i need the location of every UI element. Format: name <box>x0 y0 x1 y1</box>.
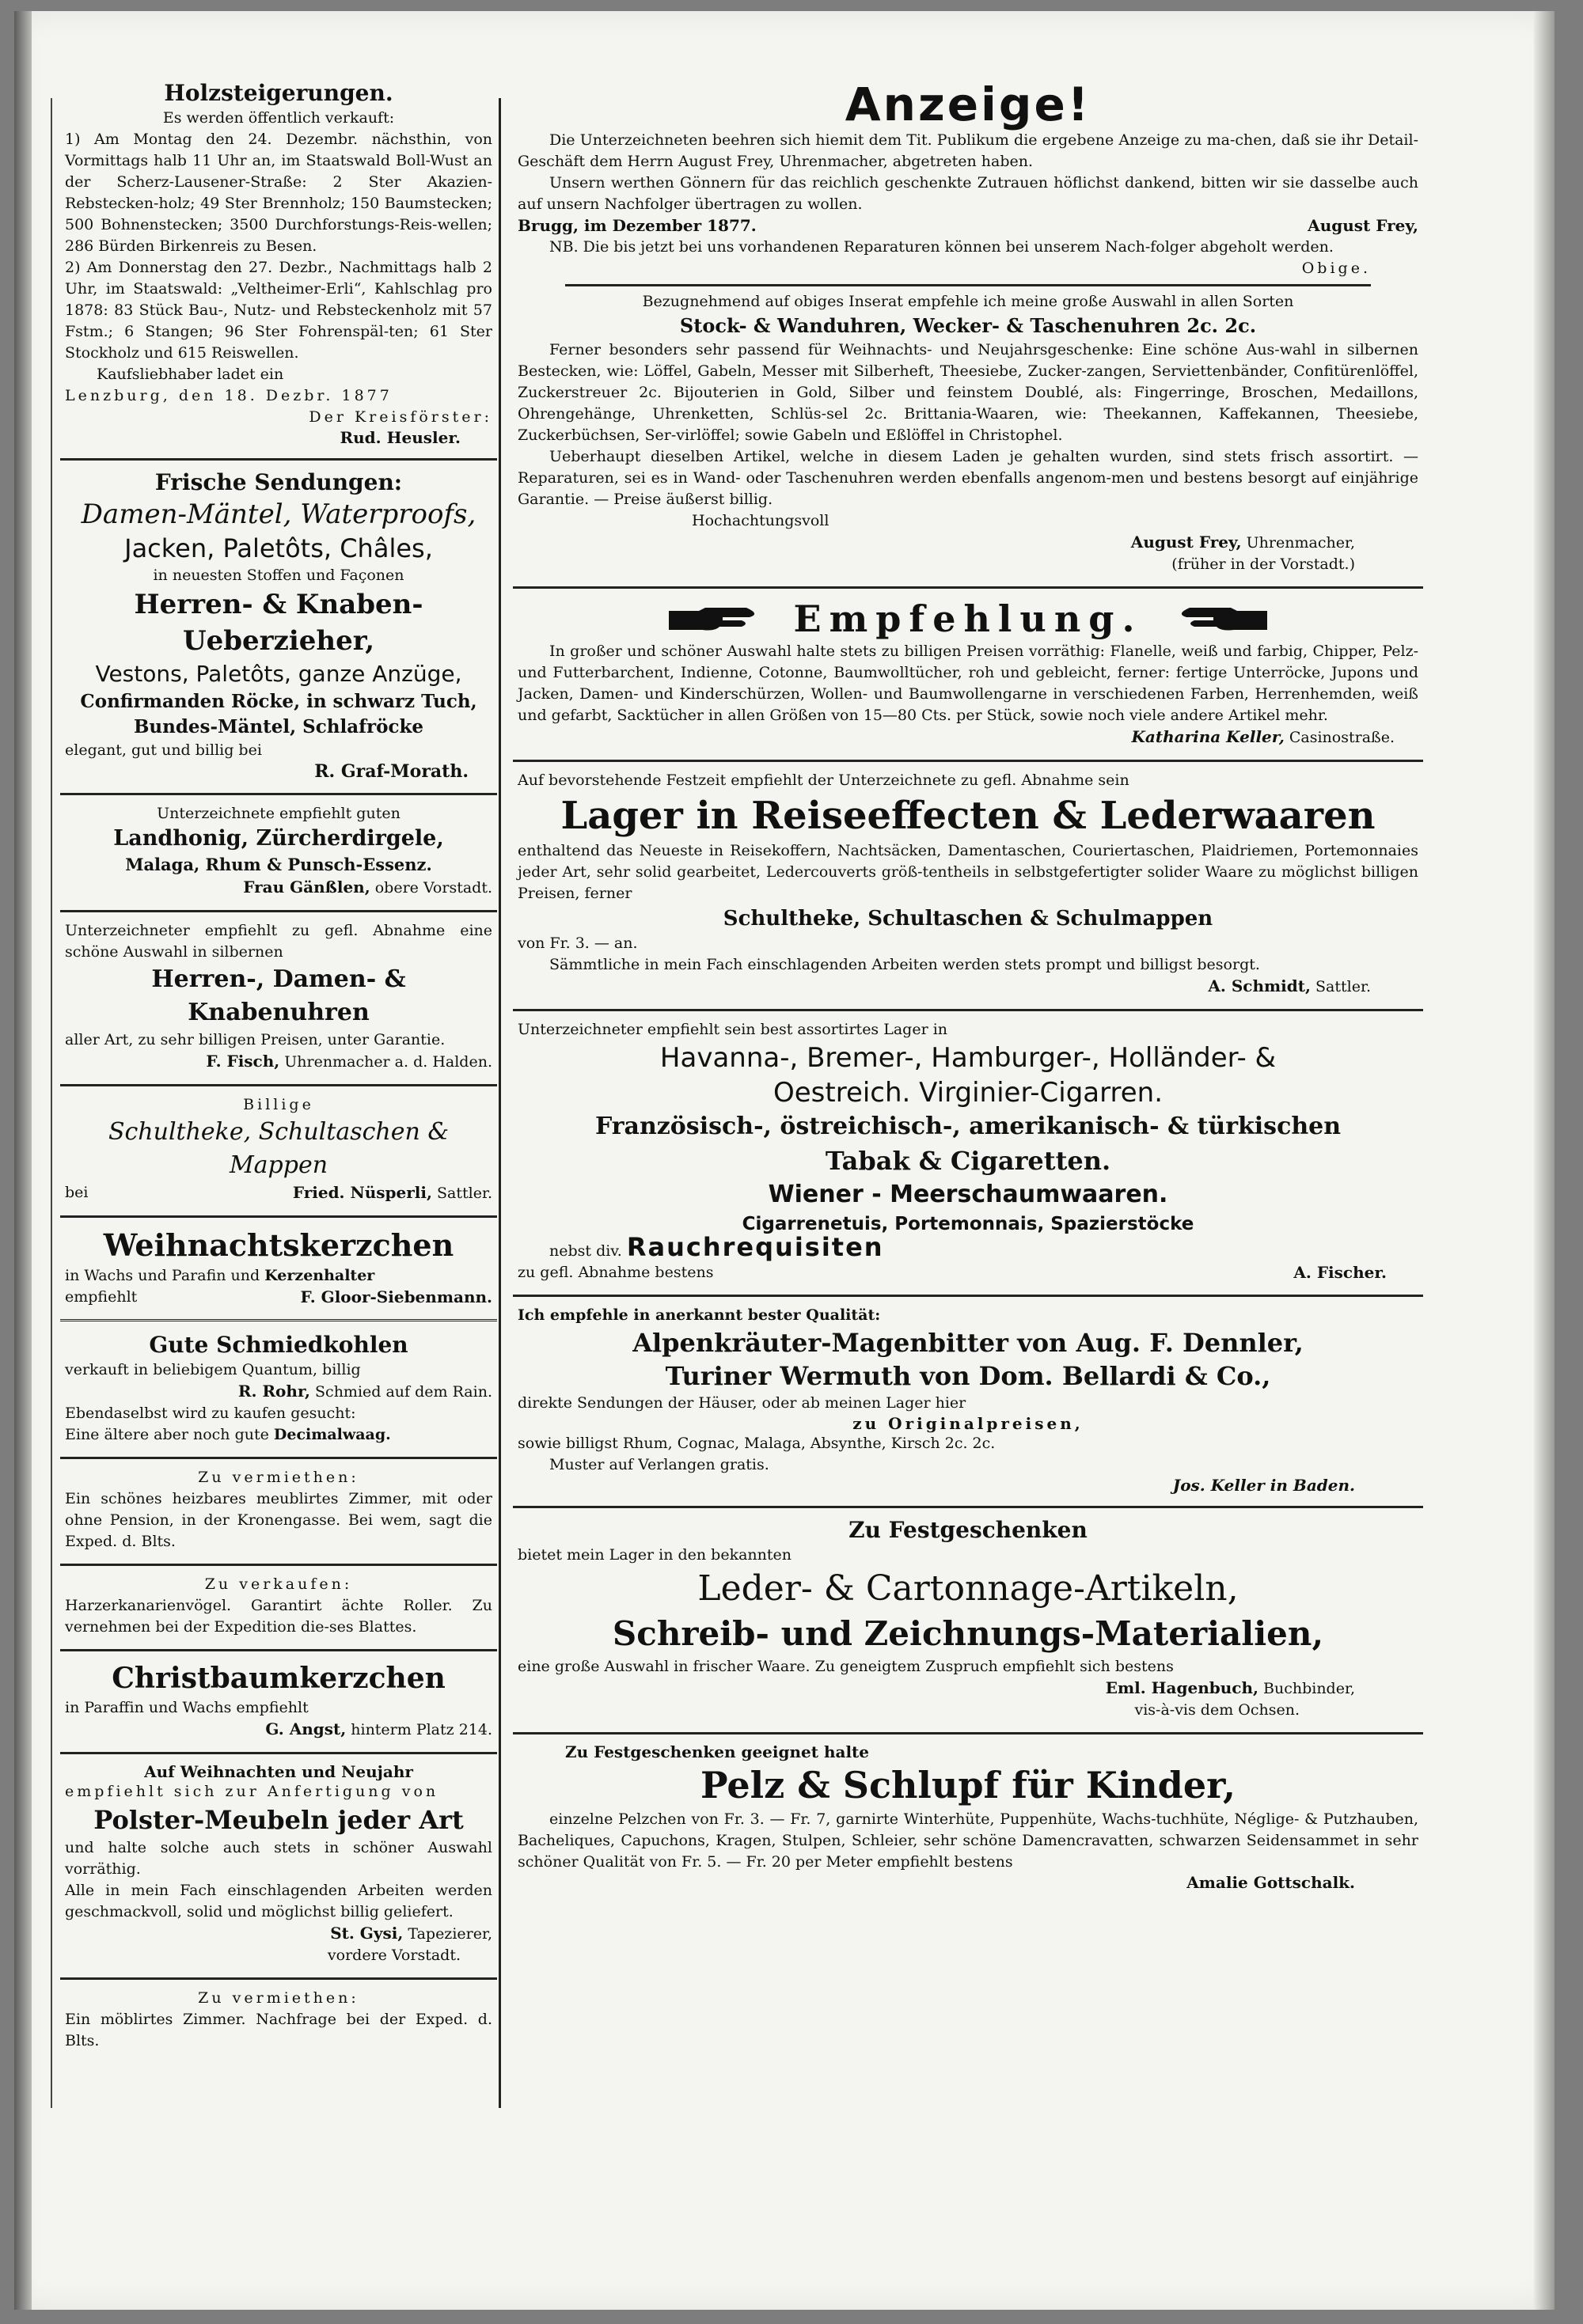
pointing-hand-right-icon <box>667 605 762 633</box>
ad-line: Cigarrenetuis, Portemonnais, Spazierstöcke <box>742 1214 1194 1234</box>
ad-line-emphasis: Kerzenhalter <box>264 1267 375 1284</box>
ad-paragraph: Unsern werthen Gönnern für das reichlich geschenkte Zutrauen höflichst dankend, bitten wir sie dasselbe auch auf unsern Nachfolger übertragen zu wollen. <box>518 174 1418 213</box>
ad-line <box>518 1232 1418 1262</box>
ad-line: direkte Sendungen der Häuser, oder ab meinen Lager hier <box>518 1394 966 1412</box>
ad-separator <box>513 1009 1423 1011</box>
ad-signature: Fried. Nüsperli, <box>292 1183 432 1202</box>
ad-signature-row <box>65 1381 492 1403</box>
ad-paragraph: In großer und schöner Auswahl halte stets zu billigen Preisen vorräthig: Flanelle, weiß und farbig, Chipper, Pelz- und Futterbarchent, Indienne, Cotonne, Baumwolltücher, roh und gebleicht, ferner: fertige Unterröcke, Jupons und Jacken, Damen- und Kinderschürzen, Wollen- und Baumwollengarne in verschiedenen Farben, Herrenhemden, weiß und gefarbt, Sacktücher in allen Größen von 15—80 Cts. per Stück, sowie noch viele andere Artikel mehr. <box>518 643 1418 724</box>
ad-separator <box>513 586 1423 589</box>
ad-signature: Jos. Keller in Baden. <box>1172 1476 1355 1495</box>
ad-separator <box>60 1319 497 1323</box>
ad-signature-detail: obere Vorstadt. <box>374 879 492 897</box>
ad-reiseeffecten <box>513 765 1423 1006</box>
ad-paragraph: Ein möblirtes Zimmer. Nachfrage bei der Exped. d. Blts. <box>65 2011 492 2049</box>
ad-title: Zu verkaufen: <box>204 1575 353 1593</box>
ad-title: Lager in Reiseeffecten & Lederwaaren <box>560 794 1376 838</box>
ad-signature: F. Gloor-Siebenmann. <box>300 1287 492 1306</box>
ad-line: Polster-Meubeln jeder Art <box>93 1805 464 1835</box>
ad-line: Wiener - Meerschaumwaaren. <box>768 1181 1168 1208</box>
ad-signature-detail: Sattler. <box>1315 978 1371 995</box>
ad-intro: Es werden öffentlich verkauft: <box>162 109 395 127</box>
ad-title-row <box>518 597 1418 641</box>
ad-line: Damen-Mäntel, Waterproofs, <box>81 499 476 530</box>
ad-line: Billige <box>243 1096 314 1113</box>
ad-signature-row <box>518 1262 1418 1283</box>
left-column-rule <box>51 98 52 2108</box>
ad-paragraph: Kaufsliebhaber ladet ein <box>97 366 284 383</box>
ad-separator <box>60 1649 497 1651</box>
ad-line: in Paraffin und Wachs empfiehlt <box>65 1699 309 1716</box>
ad-signature-detail: Buchbinder, <box>1263 1680 1355 1697</box>
ad-signature-detail: Sattler. <box>437 1185 492 1202</box>
ad-signature: August Frey, <box>1308 216 1418 235</box>
ad-line: aller Art, zu sehr billigen Preisen, unter Garantie. <box>65 1031 446 1048</box>
ad-paragraph: Harzerkanarienvögel. Garantirt ächte Roller. Zu vernehmen bei der Expedition die-ses Blattes. <box>65 1597 492 1636</box>
ad-line <box>65 1265 492 1287</box>
ad-signature: R. Graf-Morath. <box>314 761 469 782</box>
ad-line: Auf bevorstehende Festzeit empfiehlt der Unterzeichnete zu gefl. Abnahme sein <box>518 772 1129 789</box>
ad-line: Havanna-, Bremer-, Hamburger-, Holländer- & <box>659 1042 1277 1074</box>
ad-signature-row <box>65 1182 492 1204</box>
ad-line: Unterzeichnete empfiehlt guten <box>157 805 400 822</box>
ad-signature-detail: Uhrenmacher, <box>1246 534 1355 552</box>
ad-zu-verkaufen <box>60 1569 497 1646</box>
ad-signature: R. Rohr, <box>237 1382 310 1401</box>
ad-signature-detail: hinterm Platz 214. <box>351 1721 492 1738</box>
ad-signature-detail: vis-à-vis dem Ochsen. <box>1134 1701 1300 1719</box>
ad-title: Pelz & Schlupf für Kinder, <box>700 1764 1236 1807</box>
ad-title: Holzsteigerungen. <box>164 80 393 106</box>
ad-line: Französisch-, östreichisch-, amerikanisch- & türkischen <box>594 1113 1342 1140</box>
ad-title: Frische Sendungen: <box>154 469 403 495</box>
ad-line: elegant, gut und billig bei <box>65 741 262 759</box>
ad-line: Jacken, Paletôts, Châles, <box>124 533 433 563</box>
ad-signature-detail: Tapezierer, <box>408 1925 492 1943</box>
ad-holzsteigerungen <box>60 74 497 455</box>
ad-paragraph: Alle in mein Fach einschlagenden Arbeiten werden geschmackvoll, solid und möglichst billig geliefert. <box>65 1882 492 1920</box>
ad-separator <box>513 1506 1423 1508</box>
ad-separator <box>60 1977 497 1980</box>
ad-festgeschenken-hagenbuch <box>513 1511 1423 1729</box>
ad-separator <box>60 1457 497 1459</box>
ad-title: Zu vermiethen: <box>198 1989 359 2007</box>
ad-line: empfiehlt sich zur Anfertigung von <box>65 1783 439 1800</box>
ad-signature-detail: Schmied auf dem Rain. <box>315 1383 492 1401</box>
ad-title: Empfehlung. <box>793 597 1143 640</box>
pointing-hand-left-icon <box>1174 605 1269 633</box>
ad-signature-row <box>518 215 1418 237</box>
center-column-rule <box>499 98 501 2108</box>
ad-title: Anzeige! <box>845 78 1091 131</box>
ad-signature: A. Fischer. <box>1293 1263 1387 1282</box>
ad-line: Herren- & Knaben-Ueberzieher, <box>134 589 423 657</box>
ad-line: Stock- & Wanduhren, Wecker- & Taschenuhren 2c. 2c. <box>679 314 1257 337</box>
ad-empfehlung-keller <box>513 592 1423 756</box>
ad-anzeige-degen <box>513 74 1423 583</box>
ad-signature: Katharina Keller, <box>1131 727 1285 746</box>
ad-paragraph: enthaltend das Neueste in Reisekoffern, Nachtsäcken, Damentaschen, Couriertaschen, Plaidriemen, Portemonnaies jeder Art, sehr solid gearbeitet, Ledercouverts größ-tentheils in selbstgefertigter solider Waare zu möglichst billigen Preisen, ferner <box>518 842 1418 902</box>
ad-signature-row <box>65 1719 492 1741</box>
ad-line: Ebendaselbst wird zu kaufen gesucht: <box>65 1405 356 1422</box>
ad-line: in neuesten Stoffen und Façonen <box>153 567 404 584</box>
ad-signature-row <box>518 532 1418 554</box>
ad-signature-detail: Casinostraße. <box>1289 729 1395 746</box>
ad-signature: Eml. Hagenbuch, <box>1105 1678 1258 1697</box>
ad-paragraph: Ueberhaupt dieselben Artikel, welche in diesem Laden je gehalten wurden, sind stets frisch assortirt. — Reparaturen, sei es in Wand- oder Taschenuhren werden ebenfalls angenom-men und bestens besorgt auf einjährige Garantie. — Preise äußerst billig. <box>518 448 1418 508</box>
ad-christbaumkerzchen <box>60 1655 497 1749</box>
ad-signature-row <box>518 1678 1418 1700</box>
ad-line: Landhonig, Zürcherdirgele, <box>113 826 444 851</box>
ad-weihnachtskerzchen <box>60 1221 497 1316</box>
ad-paragraph: Ferner besonders sehr passend für Weihnachts- und Neujahrsgeschenke: Eine schöne Aus-wahl in silbernen Bestecken, wie: Löffel, Gabeln, Messer mit Silberheft, Theesiebe, Zucker-zangen, Serviettenbänder, Confitürenlöffel, Zuckerstreuer 2c. Bijouterien in Gold, Silber und feinstem Doublé, als: Fingerringe, Broschen, Medaillons, Ohrengehänge, Uhrenketten, Schlüs-sel 2c. Brittania-Waaren, wie: Theekannen, Kaffekannen, Theesiebe, Zuckerbüchsen, Ser-virlöffel; sowie Gabeln und Eßlöffel in Christophel. <box>518 341 1418 444</box>
ad-line: zu gefl. Abnahme bestens <box>518 1264 714 1281</box>
ad-title: Christbaumkerzchen <box>112 1662 446 1695</box>
ad-paragraph: Ein schönes heizbares meublirtes Zimmer, mit oder ohne Pension, in der Kronengasse. Bei wem, sagt die Exped. d. Blts. <box>65 1490 492 1550</box>
ad-signature-row <box>65 1287 492 1308</box>
ad-paragraph: Die Unterzeichneten beehren sich hiemit dem Tit. Publikum die ergebene Anzeige zu ma-chen, daß sie ihr Detail-Geschäft dem Herrn August Frey, Uhrenmacher, abgetreten haben. <box>518 131 1418 170</box>
right-column <box>513 74 1423 1900</box>
page-binding-shadow <box>14 11 32 2310</box>
ad-line: Schreib- und Zeichnungs-Materialien, <box>612 1614 1324 1653</box>
ad-signature: St. Gysi, <box>330 1924 404 1943</box>
ad-signature: August Frey, <box>1130 533 1242 552</box>
ad-title: Weihnachtskerzchen <box>103 1227 454 1263</box>
ad-signature-row <box>65 1923 492 1945</box>
page-right-edge <box>1534 11 1555 2310</box>
ad-line: zu Originalpreisen, <box>852 1414 1084 1433</box>
ad-signature-detail: vordere Vorstadt. <box>327 1947 461 1964</box>
ad-line: Unterzeichneter empfiehlt sein best assortirtes Lager in <box>518 1021 948 1038</box>
ad-line: Zu Festgeschenken geeignet halte <box>565 1742 870 1761</box>
ad-cigarren-fischer <box>513 1014 1423 1291</box>
ad-separator <box>513 760 1423 762</box>
ad-paragraph: Sämmtliche in mein Fach einschlagenden Arbeiten werden stets prompt und billigst besorgt. <box>549 956 1260 973</box>
ad-signature: G. Angst, <box>265 1719 347 1738</box>
ad-place-date: Lenzburg, den 18. Dezbr. 1877 <box>65 387 393 404</box>
ad-separator <box>60 793 497 795</box>
ad-place-date: Brugg, im Dezember 1877. <box>518 216 757 235</box>
ad-paragraph: NB. Die bis jetzt bei uns vorhandenen Reparaturen können bei unserem Nach-folger abgeholt werden. <box>549 238 1334 256</box>
ad-signature: Rud. Heusler. <box>340 428 461 447</box>
ad-signature-row <box>65 1051 492 1073</box>
ad-landhonig <box>60 798 497 907</box>
ad-line: Schultheke, Schultaschen & Schulmappen <box>723 907 1213 931</box>
ad-separator <box>60 1215 497 1218</box>
ad-line: verkauft in beliebigem Quantum, billig <box>65 1361 361 1378</box>
ad-greeting: Hochachtungsvoll <box>692 512 829 529</box>
ad-uhren <box>60 916 497 1081</box>
ad-signature-row <box>518 726 1418 749</box>
ad-line-text: nebst div. <box>549 1242 622 1260</box>
ad-title: Zu vermiethen: <box>198 1469 359 1486</box>
ad-frische-sendungen <box>60 464 497 790</box>
ad-paragraph: Bezugnehmend auf obiges Inserat empfehle ich meine große Auswahl in allen Sorten <box>642 293 1294 310</box>
ad-separator <box>60 1752 497 1754</box>
ad-line <box>65 1424 492 1446</box>
ad-paragraph: 2) Am Donnerstag den 27. Dezbr., Nachmittags halb 2 Uhr, im Staatswald: „Veltheimer-Erli“, Kahlschlag pro 1878: 83 Stück Bau-, Nutz- und Rebsteckenholz mit 57 Fstm.; 6 Stangen; 96 Ster Fohrenspäl-ten; 61 Ster Stockholz und 615 Reiswellen. <box>65 259 492 362</box>
ad-line: Bundes-Mäntel, Schlafröcke <box>133 716 424 737</box>
ad-line-emphasis: Rauchrequisiten <box>626 1232 884 1262</box>
ad-line: Oestreich. Virginier-Cigarren. <box>773 1077 1164 1109</box>
ad-line: Herren-, Damen- & Knabenuhren <box>151 965 406 1026</box>
ad-separator <box>60 910 497 912</box>
ad-line-text: Eine ältere aber noch gute <box>65 1426 269 1443</box>
ad-separator <box>60 1564 497 1566</box>
ad-signature: Amalie Gottschalk. <box>1186 1873 1355 1892</box>
ad-title: Zu Festgeschenken <box>848 1517 1088 1543</box>
ad-line: bietet mein Lager in den bekannten <box>518 1546 792 1564</box>
ad-line: bei <box>65 1184 89 1201</box>
ad-line: Tabak & Cigaretten. <box>825 1146 1111 1176</box>
ad-signature-detail: Uhrenmacher a. d. Halden. <box>284 1053 492 1071</box>
ad-zu-vermiethen-1 <box>60 1462 497 1560</box>
ad-signature: Frau Gänßlen, <box>243 878 370 897</box>
ad-polster-meubeln <box>60 1757 497 1974</box>
ad-role: Der Kreisförster: <box>309 408 492 426</box>
ad-paragraph: 1) Am Montag den 24. Dezembr. nächsthin, von Vormittags halb 11 Uhr an, im Staatswald Boll-Wust an der Scherz-Lausener-Straße: 2 Ster Akazien-Rebstecken-holz; 49 Ster Brennholz; 150 Baumstecken; 500 Bohnenstecken; 3500 Durchforstungs-Reis-wellen; 286 Bürden Birkenreis zu Besen. <box>65 131 492 255</box>
ad-zu-vermiethen-2 <box>60 1983 497 2060</box>
ad-line: sowie billigst Rhum, Cognac, Malaga, Absynthe, Kirsch 2c. 2c. <box>518 1435 996 1452</box>
ad-line: Alpenkräuter-Magenbitter von Aug. F. Dennler, <box>632 1328 1304 1358</box>
ad-line: Ich empfehle in anerkannt bester Qualität: <box>518 1306 881 1324</box>
ad-signature: Obige. <box>1301 260 1371 277</box>
ad-paragraph: einzelne Pelzchen von Fr. 3. — Fr. 7, garnirte Winterhüte, Puppenhüte, Wachs-tuchhüte, Néglige- & Putzhauben, Bacheliques, Capuchons, Kragen, Stulpen, Schleier, sehr schöne Damencravatten, schwarzen Seidensammet in sehr schöner Qualität von Fr. 5. — Fr. 20 per Meter empfiehlt bestens <box>518 1810 1418 1871</box>
ad-line: Auf Weihnachten und Neujahr <box>144 1762 413 1781</box>
ad-line: Confirmanden Röcke, in schwarz Tuch, <box>80 691 477 712</box>
ad-signature: F. Fisch, <box>206 1052 280 1071</box>
ad-line: Malaga, Rhum & Punsch-Essenz. <box>125 855 432 874</box>
ad-line: Vestons, Paletôts, ganze Anzüge, <box>95 661 462 687</box>
ad-line: Leder- & Cartonnage-Artikeln, <box>697 1568 1239 1609</box>
ad-line: Turiner Wermuth von Dom. Bellardi & Co., <box>665 1361 1271 1391</box>
ad-separator <box>565 284 1371 286</box>
ad-schultheke <box>60 1090 497 1212</box>
ad-separator <box>60 458 497 461</box>
ad-schmiedkohlen <box>60 1326 497 1454</box>
ad-separator <box>513 1732 1423 1734</box>
ad-line-emphasis: Decimalwaag. <box>273 1426 391 1443</box>
ad-line: Schultheke, Schultaschen & Mappen <box>108 1118 450 1179</box>
ad-separator <box>60 1084 497 1086</box>
ad-paragraph: und halte solche auch stets in schöner Auswahl vorräthig. <box>65 1839 492 1878</box>
ad-separator <box>513 1295 1423 1297</box>
ad-title: Gute Schmiedkohlen <box>149 1332 408 1358</box>
ad-signature: A. Schmidt, <box>1208 976 1311 995</box>
ad-line: Unterzeichneter empfiehlt zu gefl. Abnahme eine schöne Auswahl in silbernen <box>65 922 492 961</box>
newspaper-page <box>14 11 1555 2310</box>
ad-pelz-gottschalk <box>513 1738 1423 1900</box>
ad-line: von Fr. 3. — an. <box>518 935 638 952</box>
ad-line-text: in Wachs und Parafin und <box>65 1267 260 1284</box>
ad-signature-detail: (früher in der Vorstadt.) <box>1171 555 1355 573</box>
ad-magenbitter <box>513 1300 1423 1503</box>
left-column <box>60 74 497 2060</box>
ad-line: Muster auf Verlangen gratis. <box>549 1456 769 1473</box>
ad-signature-row <box>65 877 492 899</box>
ad-line: eine große Auswahl in frischer Waare. Zu geneigtem Zuspruch empfiehlt sich bestens <box>518 1658 1174 1675</box>
ad-line: empfiehlt <box>65 1288 138 1306</box>
ad-signature-row <box>518 976 1418 998</box>
